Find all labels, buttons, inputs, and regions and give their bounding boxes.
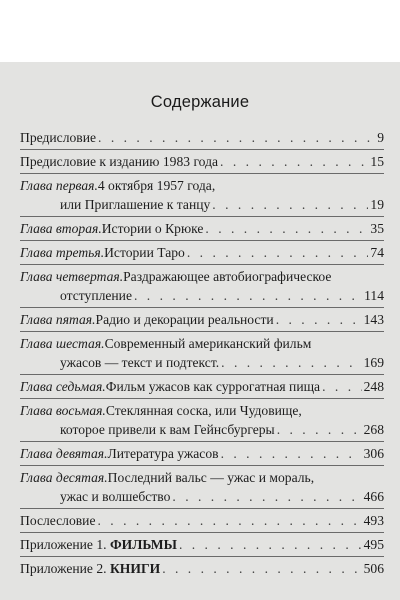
dot-leader — [220, 152, 368, 171]
page-number: 15 — [370, 154, 384, 169]
page-number: 35 — [370, 221, 384, 236]
entry-separator — [20, 264, 384, 265]
toc-entry-line — [20, 487, 384, 506]
toc-entry — [20, 334, 384, 372]
dot-leader — [98, 128, 375, 147]
table-of-contents — [20, 128, 384, 578]
chapter-label: Глава пятая. — [20, 312, 96, 327]
entry-title: Радио и декорации реальности — [95, 312, 274, 327]
toc-entry — [20, 128, 384, 147]
toc-entry — [20, 401, 384, 439]
chapter-label: Глава десятая. — [20, 470, 108, 485]
toc-entry — [20, 468, 384, 506]
dot-leader — [221, 444, 362, 463]
dot-leader — [276, 310, 362, 329]
page-number: 9 — [377, 130, 384, 145]
toc-entry — [20, 243, 384, 262]
toc-entry-line — [20, 286, 384, 305]
toc-entry — [20, 176, 384, 214]
toc-entry — [20, 377, 384, 396]
page-number: 495 — [363, 537, 384, 552]
entry-title: Литература ужасов — [107, 446, 219, 461]
toc-entry-line — [20, 128, 384, 147]
toc-entry-line — [20, 377, 384, 396]
entry-title: Современный американский фильм — [104, 336, 312, 351]
chapter-label: Глава вторая. — [20, 221, 102, 236]
toc-entry — [20, 267, 384, 305]
page-number: 114 — [364, 288, 384, 303]
entry-title: Предисловие — [20, 130, 97, 145]
toc-entry-line — [20, 444, 384, 463]
entry-title: Истории о Крюке — [101, 221, 204, 236]
entry-title: Приложение 2. КНИГИ — [20, 561, 161, 576]
entry-title: Фильм ужасов как суррогатная пища — [105, 379, 321, 394]
toc-entry — [20, 511, 384, 530]
dot-leader — [179, 535, 362, 554]
toc-entry-line — [20, 511, 384, 530]
dot-leader — [277, 420, 362, 439]
dot-leader — [97, 511, 361, 530]
page-number: 493 — [363, 513, 384, 528]
page-number: 143 — [363, 312, 384, 327]
page-number: 506 — [363, 561, 384, 576]
toc-entry — [20, 444, 384, 463]
entry-separator — [20, 398, 384, 399]
entry-separator — [20, 465, 384, 466]
entry-title: Стеклянная соска, или Чудовище, — [105, 403, 302, 418]
entry-separator — [20, 331, 384, 332]
toc-entry-line — [20, 353, 384, 372]
dot-leader — [221, 353, 361, 372]
page-number: 268 — [363, 422, 384, 437]
entry-separator — [20, 374, 384, 375]
toc-entry-line — [20, 176, 384, 195]
entry-separator — [20, 307, 384, 308]
entry-title: Раздражающее автобиографическое — [123, 269, 332, 284]
entry-title: 4 октября 1957 года, — [97, 178, 216, 193]
entry-title: Послесловие — [20, 513, 96, 528]
dot-leader — [172, 487, 361, 506]
entry-title: отступление — [60, 288, 132, 303]
entry-title: ужас и волшебство — [60, 489, 171, 504]
entry-separator — [20, 556, 384, 557]
page-number: 306 — [363, 446, 384, 461]
toc-entry — [20, 535, 384, 554]
page-number: 248 — [363, 379, 384, 394]
page-number: 19 — [370, 197, 384, 212]
dot-leader — [162, 559, 361, 578]
entry-title: Приложение 1. ФИЛЬМЫ — [20, 537, 177, 552]
entry-separator — [20, 441, 384, 442]
chapter-label: Глава первая. — [20, 178, 98, 193]
toc-entry-line — [20, 535, 384, 554]
entry-separator — [20, 532, 384, 533]
entry-separator — [20, 173, 384, 174]
entry-title: Предисловие к изданию 1983 года — [20, 154, 219, 169]
chapter-label: Глава шестая. — [20, 336, 105, 351]
page-number: 466 — [363, 489, 384, 504]
page-number: 169 — [363, 355, 384, 370]
entry-title: которое привели к вам Гейнсбургеры — [60, 422, 275, 437]
toc-heading: Содержание — [150, 93, 250, 111]
toc-entry-line — [20, 195, 384, 214]
entry-title: Последний вальс — ужас и мораль, — [107, 470, 315, 485]
toc-entry — [20, 152, 384, 171]
toc-entry-line — [20, 401, 384, 420]
chapter-label: Глава четвертая. — [20, 269, 124, 284]
toc-entry — [20, 559, 384, 578]
entry-separator — [20, 240, 384, 241]
toc-entry-line — [20, 219, 384, 238]
entry-separator — [20, 508, 384, 509]
page-number: 74 — [370, 245, 384, 260]
dot-leader — [187, 243, 369, 262]
toc-entry-line — [20, 559, 384, 578]
toc-entry-line — [20, 267, 384, 286]
toc-entry-line — [20, 334, 384, 353]
dot-leader — [322, 377, 362, 396]
toc-entry-line — [20, 420, 384, 439]
dot-leader — [212, 195, 368, 214]
entry-separator — [20, 216, 384, 217]
toc-entry-line — [20, 152, 384, 171]
chapter-label: Глава третья. — [20, 245, 105, 260]
chapter-label: Глава восьмая. — [20, 403, 106, 418]
entry-separator — [20, 149, 384, 150]
chapter-label: Глава девятая. — [20, 446, 108, 461]
chapter-label: Глава седьмая. — [20, 379, 106, 394]
entry-title: ужасов — текст и подтекст. — [60, 355, 220, 370]
entry-title: Истории Таро — [104, 245, 185, 260]
toc-entry-line — [20, 243, 384, 262]
dot-leader — [134, 286, 362, 305]
toc-entry — [20, 219, 384, 238]
dot-leader — [205, 219, 368, 238]
toc-entry-line — [20, 310, 384, 329]
toc-entry — [20, 310, 384, 329]
entry-title: или Приглашение к танцу — [60, 197, 211, 212]
toc-entry-line — [20, 468, 384, 487]
